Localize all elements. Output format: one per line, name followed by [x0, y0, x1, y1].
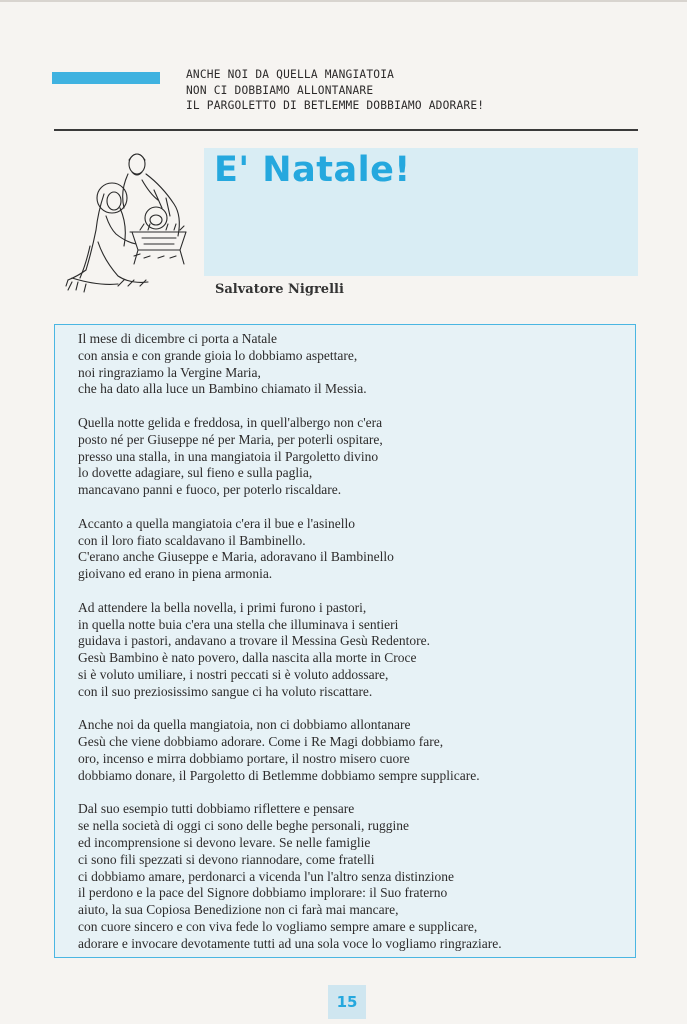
poem-line: gioivano ed erano in piena armonia. [78, 566, 273, 582]
poem-line: con cuore sincero e con viva fede lo vogliamo sempre amare e supplicare, [78, 918, 478, 934]
poem-stanza [78, 415, 630, 499]
page-number-badge [328, 985, 366, 1019]
poem-line: posto né per Giuseppe né per Maria, per poterli ospitare, [78, 431, 383, 447]
poem-line: presso una stalla, in una mangiatoia il Pargoletto divino [78, 448, 379, 464]
poem-line: oro, incenso e mirra dobbiamo portare, il nostro misero cuore [78, 750, 410, 766]
poem-line: Gesù Bambino è nato povero, dalla nascita alla morte in Croce [78, 650, 417, 666]
poem-line: ed incomprensione si devono levare. Se nelle famiglie [78, 834, 371, 850]
poem-line: dobbiamo donare, il Pargoletto di Betlemme dobbiamo sempre supplicare. [78, 767, 480, 783]
poem-line: guidava i pastori, andavano a trovare il Messina Gesù Redentore. [78, 633, 431, 649]
poem-text [78, 331, 630, 952]
nativity-illustration [58, 146, 198, 294]
poem-line: Ad attendere la bella novella, i primi furono i pastori, [78, 599, 367, 615]
poem-stanza [78, 516, 630, 583]
header-caption [186, 67, 656, 114]
article-title: E' Natale! [214, 150, 411, 190]
page-number: 15 [336, 993, 358, 1011]
poem-line: in quella notte buia c'era una stella che illuminava i sentieri [78, 616, 399, 632]
poem-line: si è voluto umiliare, i nostri peccati si è voluto addossare, [78, 666, 389, 682]
accent-bar [52, 72, 160, 84]
poem-stanza [78, 331, 630, 398]
poem-stanza [78, 801, 630, 952]
poem-stanza [78, 600, 630, 701]
header-line: ANCHE NOI DA QUELLA MANGIATOIA [186, 68, 395, 81]
poem-line: Dal suo esempio tutti dobbiamo riflettere e pensare [78, 801, 355, 817]
top-edge-line [0, 0, 687, 2]
poem-line: Anche noi da quella mangiatoia, non ci dobbiamo allontanare [78, 717, 411, 733]
poem-line: con ansia e con grande gioia lo dobbiamo aspettare, [78, 347, 358, 363]
title-panel [204, 148, 638, 276]
poem-line: con il suo preziosissimo sangue ci ha voluto riscattare. [78, 683, 373, 699]
poem-line: che ha dato alla luce un Bambino chiamato il Messia. [78, 381, 367, 397]
poem-line: se nella società di oggi ci sono delle beghe personali, ruggine [78, 818, 410, 834]
poem-line: lo dovette adagiare, sul fieno e sulla paglia, [78, 465, 313, 481]
poem-line: C'erano anche Giuseppe e Maria, adoravano il Bambinello [78, 549, 394, 565]
poem-line: Il mese di dicembre ci porta a Natale [78, 331, 278, 346]
poem-line: con il loro fiato scaldavano il Bambinello. [78, 532, 306, 548]
poem-line: adorare e invocare devotamente tutti ad una sola voce lo vogliamo ringraziare. [78, 935, 502, 951]
poem-panel [54, 324, 636, 958]
header-line: NON CI DOBBIAMO ALLONTANARE [186, 83, 374, 97]
poem-line: Quella notte gelida e freddosa, in quell'albergo non c'era [78, 414, 383, 430]
poem-line: aiuto, la sua Copiosa Benedizione non ci farà mai mancare, [78, 902, 399, 918]
poem-line: mancavano panni e fuoco, per poterlo riscaldare. [78, 482, 342, 498]
poem-line: Accanto a quella mangiatoia c'era il bue e l'asinello [78, 515, 355, 531]
header-line: IL PARGOLETTO DI BETLEMME DOBBIAMO ADORARE! [186, 99, 485, 112]
poem-line: ci sono fili spezzati si devono riannodare, come fratelli [78, 851, 375, 867]
header-divider [54, 129, 638, 131]
poem-stanza [78, 717, 630, 784]
poem-line: noi ringraziamo la Vergine Maria, [78, 364, 261, 380]
poem-line: il perdono e la pace del Signore dobbiamo implorare: il Suo fraterno [78, 885, 448, 901]
article-author: Salvatore Nigrelli [215, 282, 344, 297]
poem-line: Gesù che viene dobbiamo adorare. Come i Re Magi dobbiamo fare, [78, 734, 444, 750]
poem-line: ci dobbiamo amare, perdonarci a vicenda l'un l'altro senza distinzione [78, 868, 454, 884]
